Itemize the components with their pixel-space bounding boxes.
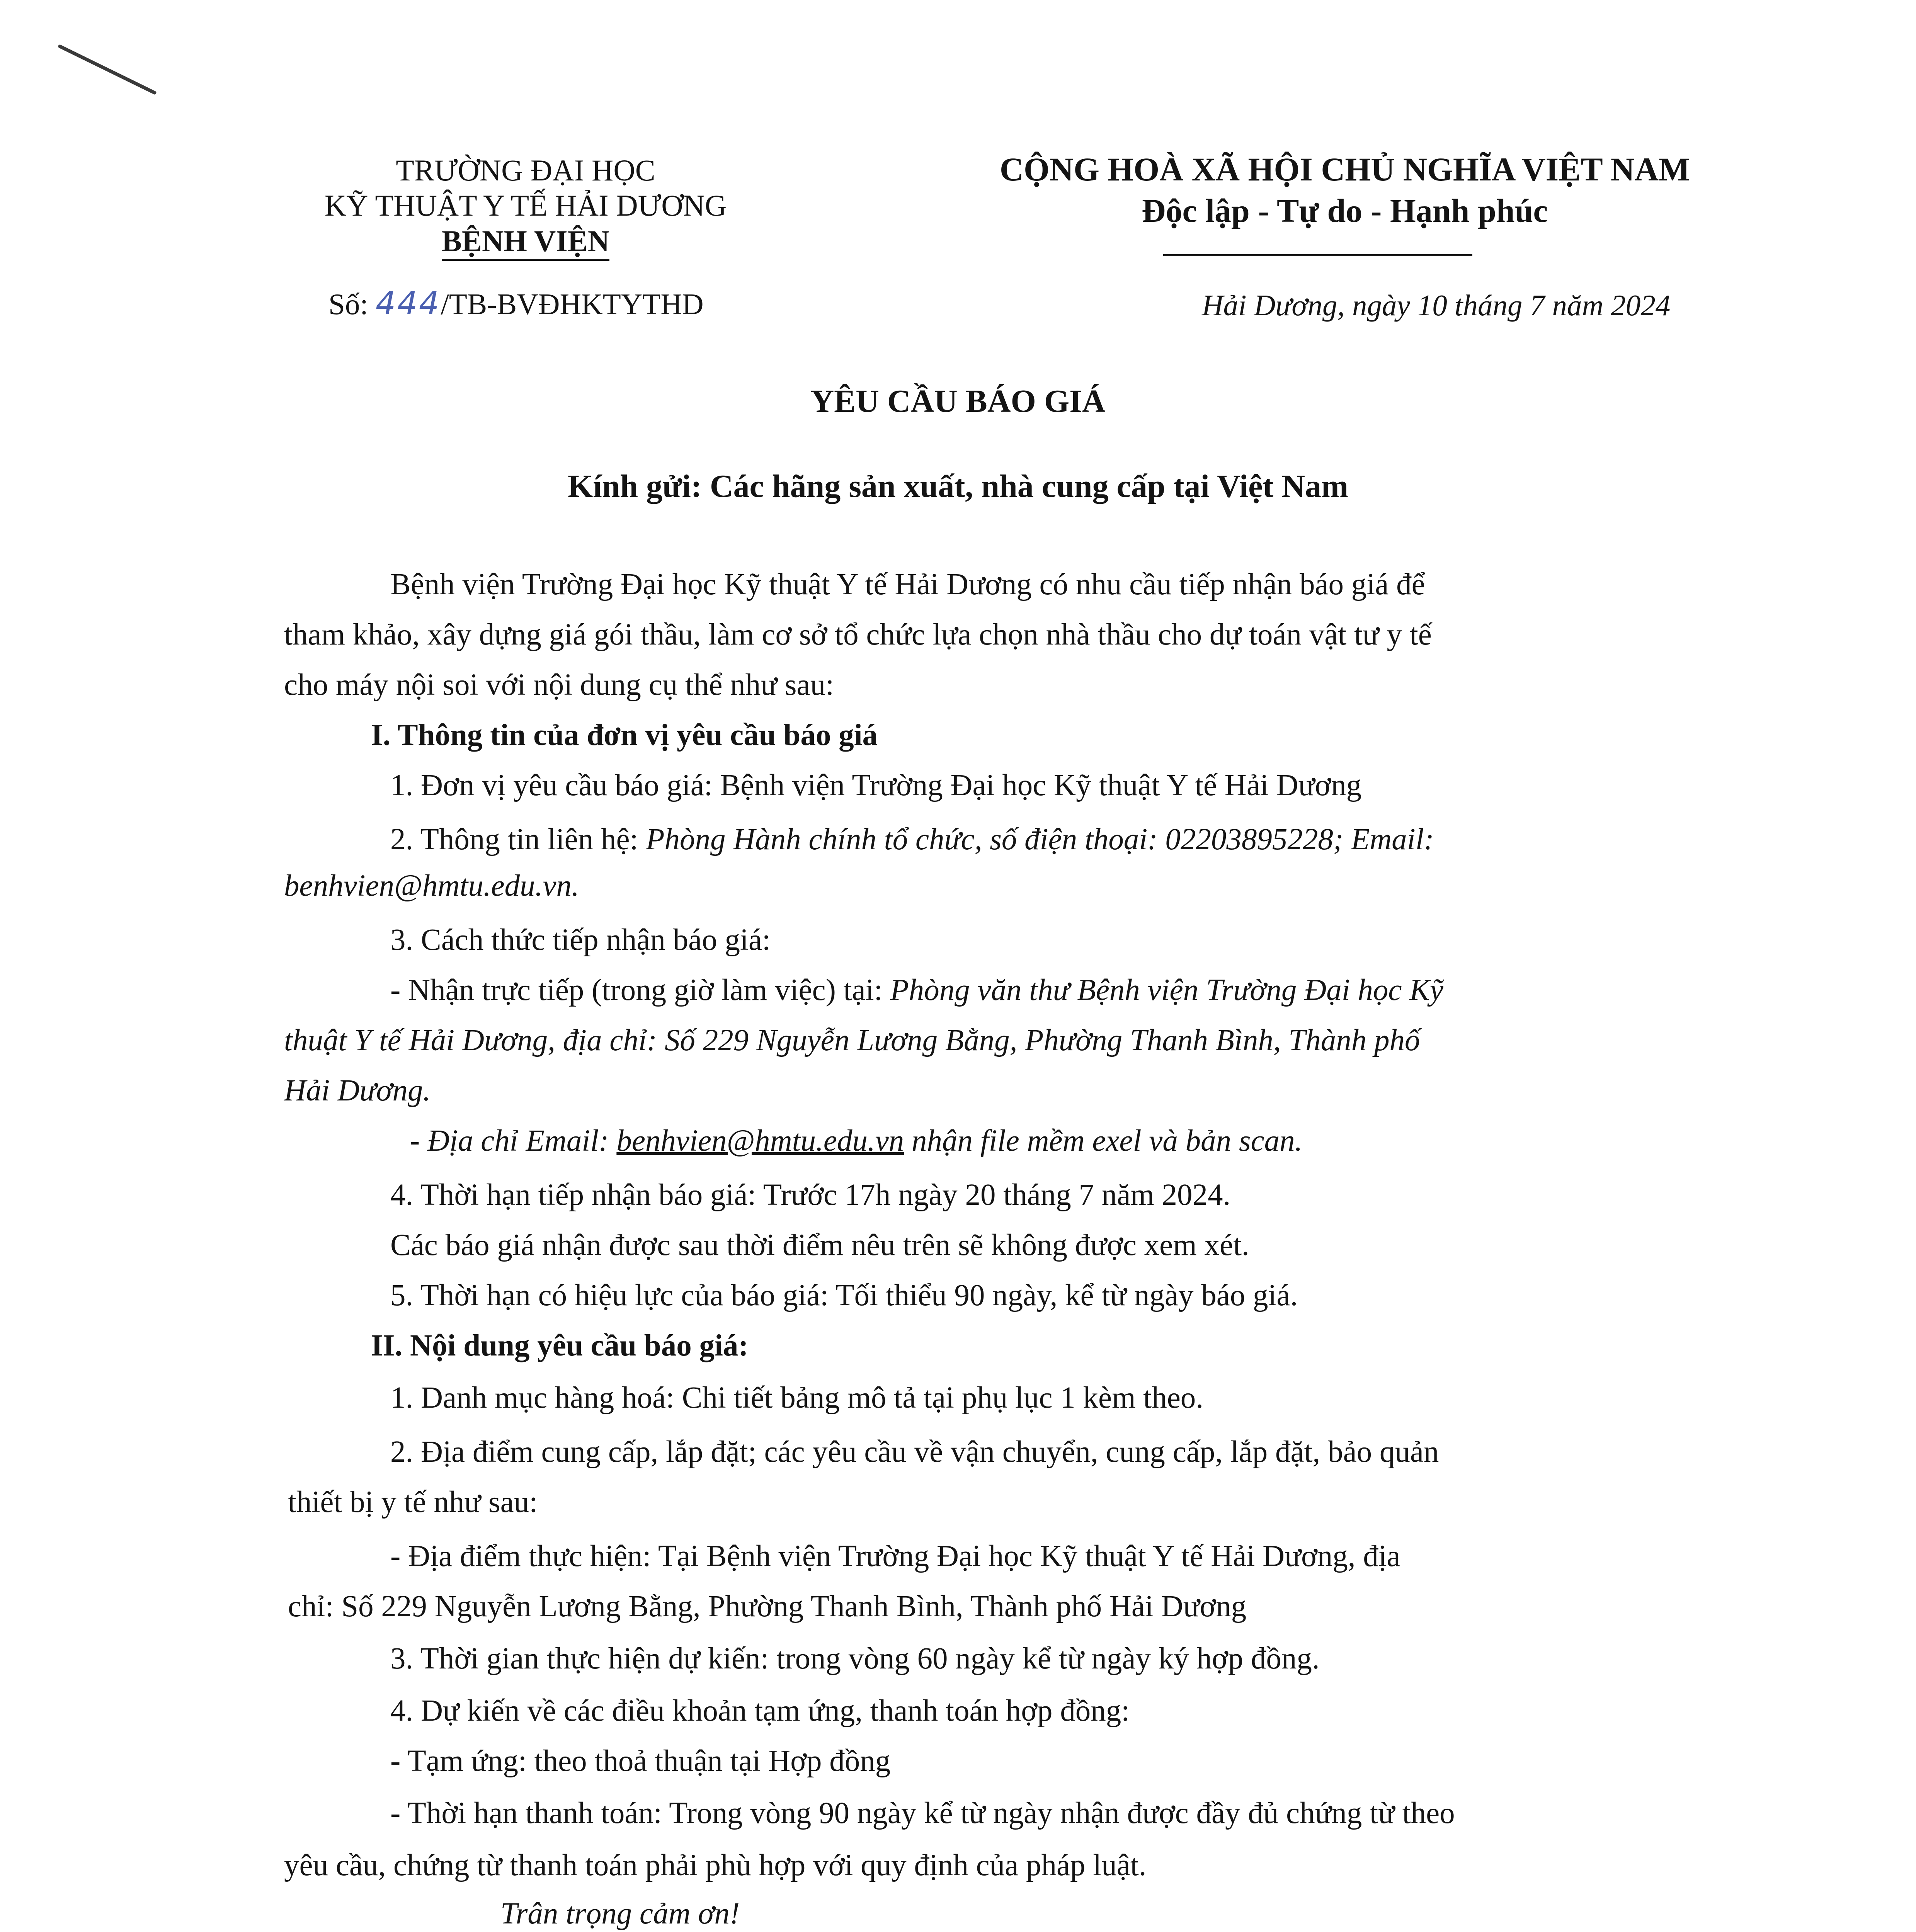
intro-line-3: cho máy nội soi với nội dung cụ thể như sau:	[284, 668, 834, 702]
issuer-block	[216, 153, 835, 259]
section-2-item-4a: - Tạm ứng: theo thoả thuận tại Hợp đồng	[390, 1744, 891, 1778]
email-note: nhận file mềm exel và bản scan.	[904, 1124, 1303, 1158]
section-1-item-3a	[390, 974, 1443, 1007]
number-prefix: Số:	[328, 287, 376, 321]
section-2-item-1: 1. Danh mục hàng hoá: Chi tiết bảng mô tả tại phụ lục 1 kèm theo.	[390, 1381, 1204, 1415]
motto-underline	[1163, 254, 1472, 256]
closing-line: Trân trọng cảm ơn!	[500, 1897, 740, 1930]
recipient-line: Kính gửi: Các hãng sản xuất, nhà cung cấp tại Việt Nam	[567, 468, 1349, 504]
section-2-item-3: 3. Thời gian thực hiện dự kiến: trong vòng 60 ngày kể từ ngày ký hợp đồng.	[390, 1642, 1320, 1675]
email-label: - Địa chỉ Email:	[410, 1124, 617, 1158]
number-suffix: /TB-BVĐHKTYTHD	[441, 287, 704, 321]
direct-label: - Nhận trực tiếp (trong giờ làm việc) tại:	[390, 973, 890, 1007]
direct-address: thuật Y tế Hải Dương, địa chỉ: Số 229 Nguyễn Lương Bằng, Phường Thanh Bình, Thành phố	[284, 1024, 1420, 1057]
section-2-heading: II. Nội dung yêu cầu báo giá:	[371, 1329, 749, 1362]
section-2-item-4b-cont: yêu cầu, chứng từ thanh toán phải phù hợp với quy định của pháp luật.	[284, 1849, 1147, 1882]
national-motto: Độc lập - Tự do - Hạnh phúc	[1142, 192, 1548, 229]
document-title: YÊU CẦU BÁO GIÁ	[810, 383, 1106, 419]
national-header	[900, 149, 1789, 231]
contact-label: 2. Thông tin liên hệ:	[390, 823, 646, 856]
section-2-item-4b: - Thời hạn thanh toán: Trong vòng 90 ngày kể từ ngày nhận được đầy đủ chứng từ theo	[390, 1796, 1455, 1830]
email-link[interactable]: benhvien@hmtu.edu.vn	[616, 1124, 904, 1158]
section-1-item-3b	[410, 1124, 1302, 1158]
place-date: Hải Dương, ngày 10 tháng 7 năm 2024	[1202, 289, 1671, 322]
section-2-item-2-cont: thiết bị y tế như sau:	[288, 1485, 538, 1519]
document-number	[328, 285, 704, 322]
pen-mark	[58, 43, 158, 97]
contact-email: benhvien@hmtu.edu.vn.	[284, 869, 579, 903]
section-2-item-4: 4. Dự kiến về các điều khoản tạm ứng, thanh toán hợp đồng:	[390, 1694, 1130, 1728]
section-2-item-2a-cont: chỉ: Số 229 Nguyễn Lương Bằng, Phường Thanh Bình, Thành phố Hải Dương	[288, 1590, 1247, 1623]
section-2-item-2: 2. Địa điểm cung cấp, lắp đặt; các yêu cầu về vận chuyển, cung cấp, lắp đặt, bảo quản	[390, 1435, 1439, 1469]
section-1-item-1: 1. Đơn vị yêu cầu báo giá: Bệnh viện Trường Đại học Kỹ thuật Y tế Hải Dương	[390, 769, 1362, 802]
contact-value: Phòng Hành chính tổ chức, số điện thoại: 02203895228; Email:	[646, 823, 1434, 856]
section-1-item-4-note: Các báo giá nhận được sau thời điểm nêu trên sẽ không được xem xét.	[390, 1228, 1249, 1262]
issuer-line-2: KỸ THUẬT Y TẾ HẢI DƯƠNG	[324, 189, 727, 223]
section-1-item-5: 5. Thời hạn có hiệu lực của báo giá: Tối thiểu 90 ngày, kể từ ngày báo giá.	[390, 1279, 1298, 1312]
section-1-item-4: 4. Thời hạn tiếp nhận báo giá: Trước 17h ngày 20 tháng 7 năm 2024.	[390, 1178, 1231, 1212]
issuer-line-1: TRƯỜNG ĐẠI HỌC	[396, 153, 655, 187]
national-title: CỘNG HOÀ XÃ HỘI CHỦ NGHĨA VIỆT NAM	[999, 151, 1690, 188]
intro-line-2: tham khảo, xây dựng giá gói thầu, làm cơ sở tổ chức lựa chọn nhà thầu cho dự toán vật tư y tế	[284, 618, 1432, 651]
direct-value: Phòng văn thư Bệnh viện Trường Đại học Kỹ	[890, 973, 1443, 1007]
number-handwritten: 444	[375, 285, 441, 322]
section-1-item-3: 3. Cách thức tiếp nhận báo giá:	[390, 923, 771, 957]
direct-address-end: Hải Dương.	[284, 1074, 431, 1107]
intro-line-1: Bệnh viện Trường Đại học Kỹ thuật Y tế Hải Dương có nhu cầu tiếp nhận báo giá để	[390, 568, 1425, 601]
section-1-heading: I. Thông tin của đơn vị yêu cầu báo giá	[371, 718, 878, 752]
issuer-line-3: BỆNH VIỆN	[442, 223, 609, 259]
section-2-item-2a: - Địa điểm thực hiện: Tại Bệnh viện Trường Đại học Kỹ thuật Y tế Hải Dương, địa	[390, 1539, 1400, 1573]
section-1-item-2	[390, 823, 1434, 857]
